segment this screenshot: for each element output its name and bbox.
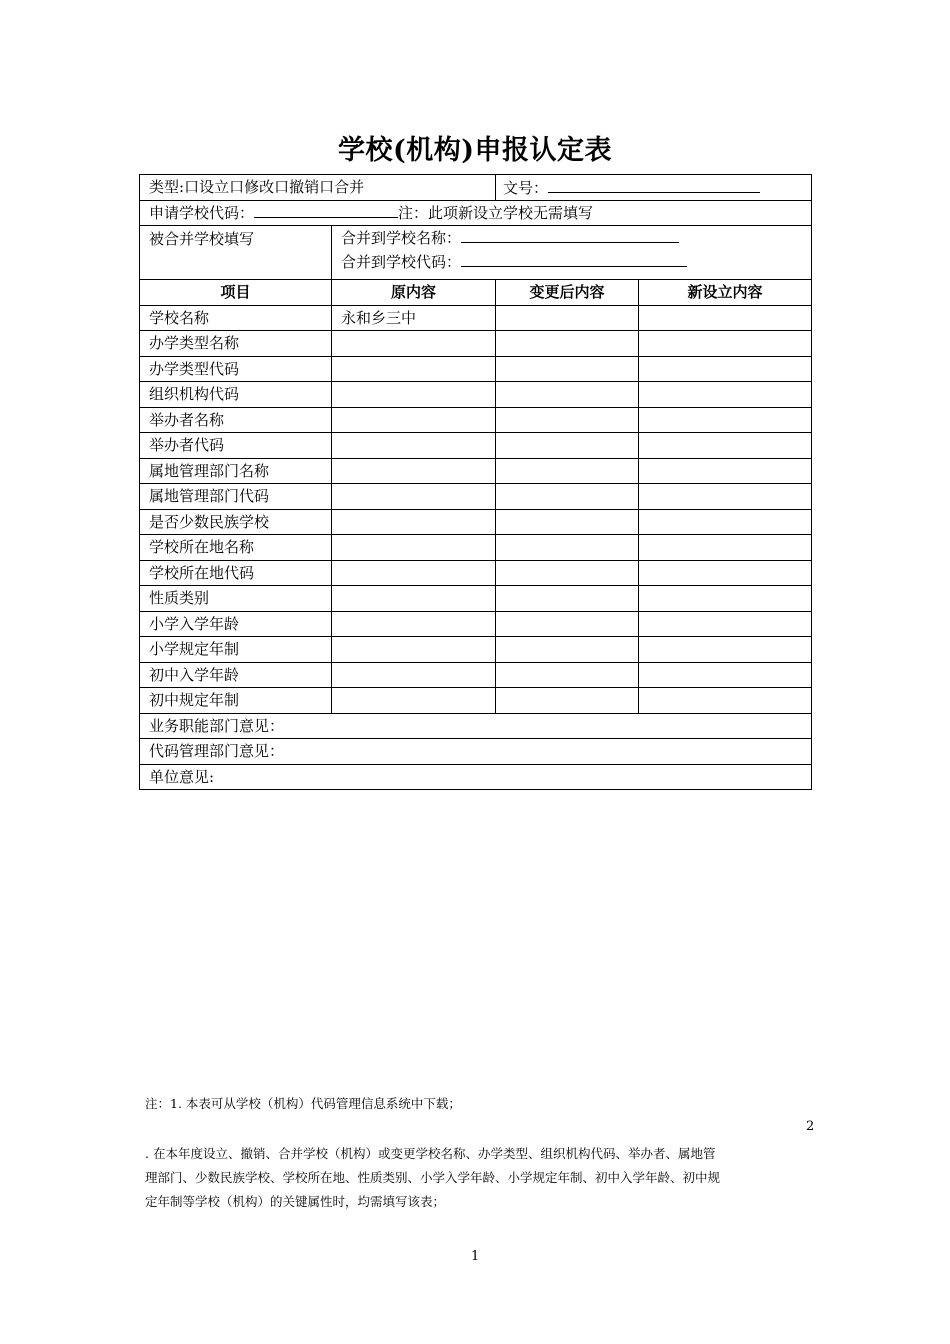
- row-original-value[interactable]: [332, 560, 496, 586]
- apply-code-row: [140, 200, 812, 226]
- table-row: [140, 560, 812, 586]
- business-dept-cell: [140, 713, 812, 739]
- doc-no-label: 文号：: [503, 178, 549, 197]
- application-form-table: [139, 174, 812, 790]
- merge-code-field[interactable]: [461, 252, 687, 267]
- apply-code-field[interactable]: [254, 203, 398, 218]
- row-new-value[interactable]: [639, 433, 812, 459]
- row-new-value[interactable]: [639, 637, 812, 663]
- row-original-value[interactable]: [332, 586, 496, 612]
- row-original-value[interactable]: [332, 509, 496, 535]
- merge-name-label: 合并到学校名称：: [341, 229, 462, 247]
- table-row: [140, 484, 812, 510]
- row-new-value[interactable]: [639, 560, 812, 586]
- row-new-value[interactable]: [639, 331, 812, 357]
- table-row: [140, 611, 812, 637]
- table-row: [140, 509, 812, 535]
- row-item-label: 属地管理部门名称: [140, 458, 332, 484]
- row-original-value[interactable]: [332, 433, 496, 459]
- row-original-value[interactable]: [332, 458, 496, 484]
- table-row: [140, 331, 812, 357]
- row-changed-value[interactable]: [496, 407, 639, 433]
- note-2-line-1: . 在本年度设立、撤销、合并学校（机构）或变更学校名称、办学类型、组织机构代码、举办者、属地管: [145, 1146, 716, 1161]
- unit-row: [140, 764, 812, 790]
- row-changed-value[interactable]: [496, 382, 639, 408]
- row-item-label: 办学类型代码: [140, 356, 332, 382]
- row-item-label: 组织机构代码: [140, 382, 332, 408]
- row-changed-value[interactable]: [496, 356, 639, 382]
- row-item-label: 学校所在地名称: [140, 535, 332, 561]
- row-changed-value[interactable]: [496, 331, 639, 357]
- row-original-value[interactable]: [332, 382, 496, 408]
- type-cell: [140, 175, 496, 201]
- row-item-label: 小学入学年龄: [140, 611, 332, 637]
- row-new-value[interactable]: [639, 662, 812, 688]
- row-changed-value[interactable]: [496, 535, 639, 561]
- col-header-changed: 变更后内容: [496, 280, 639, 306]
- merge-name-field[interactable]: [461, 228, 679, 243]
- business-dept-row: [140, 713, 812, 739]
- row-changed-value[interactable]: [496, 688, 639, 714]
- table-row: [140, 586, 812, 612]
- code-opinion-label: 代码管理部门意见：: [149, 742, 285, 761]
- row-item-label: 初中入学年龄: [140, 662, 332, 688]
- note-2-line-2: 理部门、少数民族学校、学校所在地、性质类别、小学入学年龄、小学规定年制、初中入学年龄、初中规: [145, 1170, 721, 1185]
- table-row: [140, 535, 812, 561]
- merged-label-cell: [140, 226, 332, 280]
- note-1: 注：1. 本表可从学校（机构）代码管理信息系统中下载；: [145, 1096, 461, 1111]
- row-original-value[interactable]: 永和乡三中: [332, 305, 496, 331]
- col-header-new: 新设立内容: [639, 280, 812, 306]
- col-header-original: 原内容: [332, 280, 496, 306]
- table-row: [140, 356, 812, 382]
- merge-target-cell: [332, 226, 812, 280]
- note-2-line-3: 定年制等学校（机构）的关键属性时，均需填写该表；: [145, 1194, 446, 1209]
- row-changed-value[interactable]: [496, 586, 639, 612]
- unit-cell: [140, 764, 812, 790]
- row-item-label: 性质类别: [140, 586, 332, 612]
- row-original-value[interactable]: [332, 611, 496, 637]
- table-row: [140, 305, 812, 331]
- apply-code-note: 注：此项新设立学校无需填写: [398, 204, 594, 223]
- page-number: 1: [471, 1249, 480, 1264]
- unit-opinion-label: 单位意见:: [149, 767, 215, 786]
- row-original-value[interactable]: [332, 662, 496, 688]
- merged-school-label: 被合并学校填写: [149, 230, 255, 248]
- row-changed-value[interactable]: [496, 458, 639, 484]
- row-item-label: 小学规定年制: [140, 637, 332, 663]
- row-new-value[interactable]: [639, 509, 812, 535]
- merge-code-label: 合并到学校代码：: [341, 253, 462, 271]
- row-new-value[interactable]: [639, 305, 812, 331]
- row-original-value[interactable]: [332, 484, 496, 510]
- row-original-value[interactable]: [332, 535, 496, 561]
- type-options: 口设立口修改口撤销口合并: [184, 178, 365, 197]
- col-header-item: 项目: [140, 280, 332, 306]
- table-row: [140, 688, 812, 714]
- table-row: [140, 458, 812, 484]
- row-new-value[interactable]: [639, 458, 812, 484]
- row-original-value[interactable]: [332, 331, 496, 357]
- code-dept-cell: [140, 739, 812, 765]
- business-opinion-label: 业务职能部门意见：: [149, 716, 285, 735]
- row-item-label: 办学类型名称: [140, 331, 332, 357]
- column-header-row: [140, 280, 812, 306]
- row-changed-value[interactable]: [496, 509, 639, 535]
- row-new-value[interactable]: [639, 407, 812, 433]
- apply-code-cell: [140, 200, 812, 226]
- doc-no-field[interactable]: [548, 178, 760, 193]
- merge-row: [140, 226, 812, 280]
- table-row: [140, 407, 812, 433]
- row-changed-value[interactable]: [496, 637, 639, 663]
- form-title: 学校(机构)申报认定表: [337, 135, 613, 166]
- row-changed-value[interactable]: [496, 611, 639, 637]
- row-new-value[interactable]: [639, 586, 812, 612]
- row-original-value[interactable]: [332, 407, 496, 433]
- apply-code-label: 申请学校代码：: [149, 204, 255, 223]
- row-changed-value[interactable]: [496, 560, 639, 586]
- row-changed-value[interactable]: [496, 433, 639, 459]
- note-number-2: 2: [806, 1119, 815, 1134]
- row-item-label: 是否少数民族学校: [140, 509, 332, 535]
- row-new-value[interactable]: [639, 535, 812, 561]
- row-new-value[interactable]: [639, 611, 812, 637]
- type-row: [140, 175, 812, 201]
- row-item-label: 初中规定年制: [140, 688, 332, 714]
- row-item-label: 举办者代码: [140, 433, 332, 459]
- row-item-label: 举办者名称: [140, 407, 332, 433]
- row-item-label: 学校所在地代码: [140, 560, 332, 586]
- row-new-value[interactable]: [639, 356, 812, 382]
- note-2-block: [145, 1142, 815, 1214]
- row-original-value[interactable]: [332, 637, 496, 663]
- row-original-value[interactable]: [332, 688, 496, 714]
- row-new-value[interactable]: [639, 382, 812, 408]
- doc-no-cell: [496, 175, 812, 201]
- code-dept-row: [140, 739, 812, 765]
- table-row: [140, 637, 812, 663]
- table-row: [140, 662, 812, 688]
- row-new-value[interactable]: [639, 484, 812, 510]
- table-row: [140, 382, 812, 408]
- table-row: [140, 433, 812, 459]
- row-original-value[interactable]: [332, 356, 496, 382]
- row-changed-value[interactable]: [496, 305, 639, 331]
- row-item-label: 属地管理部门代码: [140, 484, 332, 510]
- type-label: 类型:: [149, 178, 185, 197]
- row-item-label: 学校名称: [140, 305, 332, 331]
- row-changed-value[interactable]: [496, 662, 639, 688]
- row-changed-value[interactable]: [496, 484, 639, 510]
- row-new-value[interactable]: [639, 688, 812, 714]
